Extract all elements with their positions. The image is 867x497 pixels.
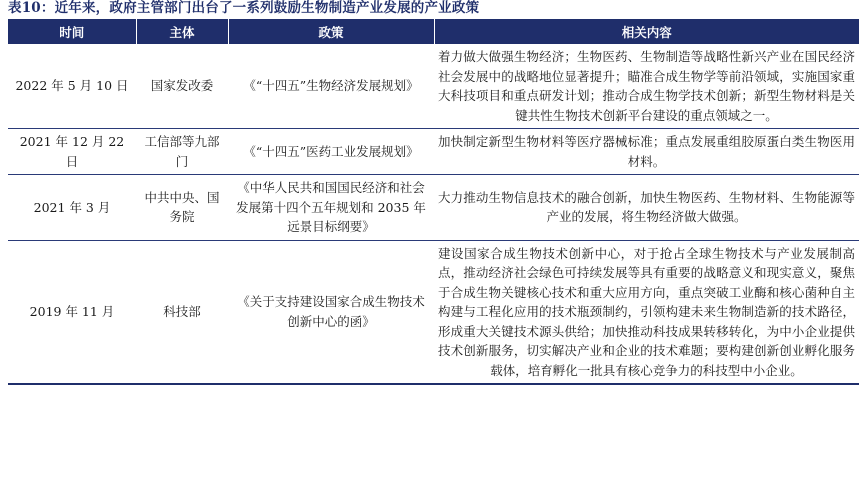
header-body: 主体 — [136, 19, 228, 44]
cell-time: 2022 年 5 月 10 日 — [8, 44, 136, 129]
cell-content: 着力做大做强生物经济；生物医药、生物制造等战略性新兴产业在国民经济社会发展中的战略地位显著提升；瞄准合成生物学等前沿领域，实施国家重大科技项目和重点研发计划；推动合成生物学技术创新；新型生物材料是关键共性生物技术创新平台建设的重点领域之一。 — [434, 44, 859, 129]
header-time: 时间 — [8, 19, 136, 44]
table-row — [8, 129, 859, 175]
policy-table — [8, 19, 859, 385]
cell-policy: 《关于支持建设国家合成生物技术创新中心的函》 — [228, 240, 434, 384]
header-policy: 政策 — [228, 19, 434, 44]
cell-content: 加快制定新型生物材料等医疗器械标准；重点发展重组胶原蛋白类生物医用材料。 — [434, 129, 859, 175]
cell-body: 工信部等九部门 — [136, 129, 228, 175]
cell-policy: 《“十四五”医药工业发展规划》 — [228, 129, 434, 175]
cell-body: 科技部 — [136, 240, 228, 384]
table-row — [8, 240, 859, 384]
cell-body: 国家发改委 — [136, 44, 228, 129]
table-row — [8, 175, 859, 241]
cell-time: 2021 年 12 月 22 日 — [8, 129, 136, 175]
cell-policy: 《“十四五”生物经济发展规划》 — [228, 44, 434, 129]
cell-policy: 《中华人民共和国国民经济和社会发展第十四个五年规划和 2035 年远景目标纲要》 — [228, 175, 434, 241]
cell-time: 2019 年 11 月 — [8, 240, 136, 384]
cell-body: 中共中央、国务院 — [136, 175, 228, 241]
table-title: 表10：近年来，政府主管部门出台了一系列鼓励生物制造产业发展的产业政策 — [8, 0, 480, 16]
header-row — [8, 19, 859, 44]
cell-content: 建设国家合成生物技术创新中心，对于抢占全球生物技术与产业发展制高点，推动经济社会绿色可持续发展等具有重要的战略意义和现实意义，聚焦于合成生物关键核心技术和重大应用方向，重点突破工业酶和核心菌种自主构建与工程化应用的技术瓶颈制约，引领构建未来生物制造新的技术路径，形成重大关键技术源头供给；加快推动科技成果转移转化，为中小企业提供技术创新服务，切实解决产业和企业的技术难题；要构建创新创业孵化服务载体，培育孵化一批具有核心竞争力的科技型中小企业。 — [434, 240, 859, 384]
cell-content: 大力推动生物信息技术的融合创新，加快生物医药、生物材料、生物能源等产业的发展，将生物经济做大做强。 — [434, 175, 859, 241]
table-row — [8, 44, 859, 129]
cell-time: 2021 年 3 月 — [8, 175, 136, 241]
header-content: 相关内容 — [434, 19, 859, 44]
